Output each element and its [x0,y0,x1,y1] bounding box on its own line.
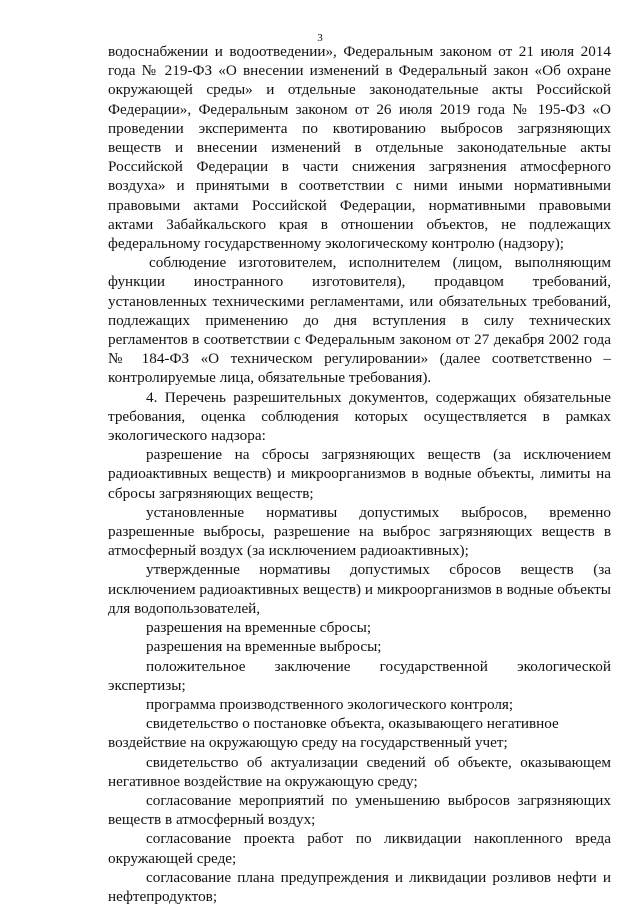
list-item-temporary-discharges: разрешения на временные сбросы; [146,619,372,637]
list-item-actualization-certificate: свидетельство об актуализации сведений об объекте, оказывающем негативное воздействие на окружающую среду; [108,753,611,790]
list-item-registration-certificate: свидетельство о постановке объекта, оказывающего негативное [146,715,559,733]
list-item-oil-spill-plan-approval: согласование плана предупреждения и ликвидации розливов нефти и нефтепродуктов; [108,868,611,905]
list-item-discharge-permit: разрешение на сбросы загрязняющих веществ (за исключением радиоактивных веществ) и микроорганизмов в водные объекты, лимиты на сбросы загрязняющих веществ; [108,446,611,502]
list-item-accumulated-harm-approval: согласование проекта работ по ликвидации накопленного вреда окружающей среде; [108,830,611,867]
list-item-registration-certificate-cont: воздействие на окружающую среду на государственный учет; [108,734,508,752]
paragraph-continuation: водоснабжении и водоотведении», Федеральным законом от 21 июля 2014 года № 219-ФЗ «О внесении изменений в Федеральный закон «Об охране окружающей среды» и отдельные законодательные акты Российской Федерации», Федеральным законом от 26 июля 2019 года № 195-ФЗ «О проведении эксперимента по квотированию выбросов загрязняющих веществ и внесении изменений в отдельные законодательные акты Российской Федерации в части снижения загрязнения атмосферного воздуха» и принятыми в соответствии с ними иными нормативными правовыми актами Российской Федерации, нормативными правовыми актами Забайкальского края в отношении объектов, не подлежащих федеральному государственному экологическому контролю (надзору); [108,43,611,253]
paragraph-section-4: 4. Перечень разрешительных документов, содержащих обязательные требования, оценка соблюдения которых осуществляется в рамках экологического надзора: [108,388,611,445]
list-item-discharge-standards: утвержденные нормативы допустимых сбросов веществ (за исключением радиоактивных веществ) и микроорганизмов в водные объекты для водопользователей, [108,561,611,617]
list-item-emission-standards: установленные нормативы допустимых выбросов, временно разрешенные выбросы, разрешение на выброс загрязняющих веществ в атмосферный воздух (за исключением радиоактивных); [108,503,611,560]
list-item-emission-reduction-approval: согласование мероприятий по уменьшению выбросов загрязняющих веществ в атмосферный воздух; [108,791,611,829]
list-item-control-program: программа производственного экологического контроля; [146,695,514,713]
document-body [108,42,611,906]
page-number: 3 [317,32,323,44]
list-item-temporary-emissions: разрешения на временные выбросы; [146,638,382,656]
paragraph-compliance: соблюдение изготовителем, исполнителем (лицом, выполняющим функции иностранного изготовителя), продавцом требований, установленных техническими регламентами, или обязательных требований, подлежащих применению до дня вступления в силу технических регламентов в соответствии с Федеральным законом от 27 декабря 2002 года № 184-ФЗ «О техническом регулировании» (далее соответственно – контролируемые лица, обязательные требования). [108,254,611,387]
list-item-expertise-conclusion: положительное заключение государственной экологической экспертизы; [108,657,611,694]
